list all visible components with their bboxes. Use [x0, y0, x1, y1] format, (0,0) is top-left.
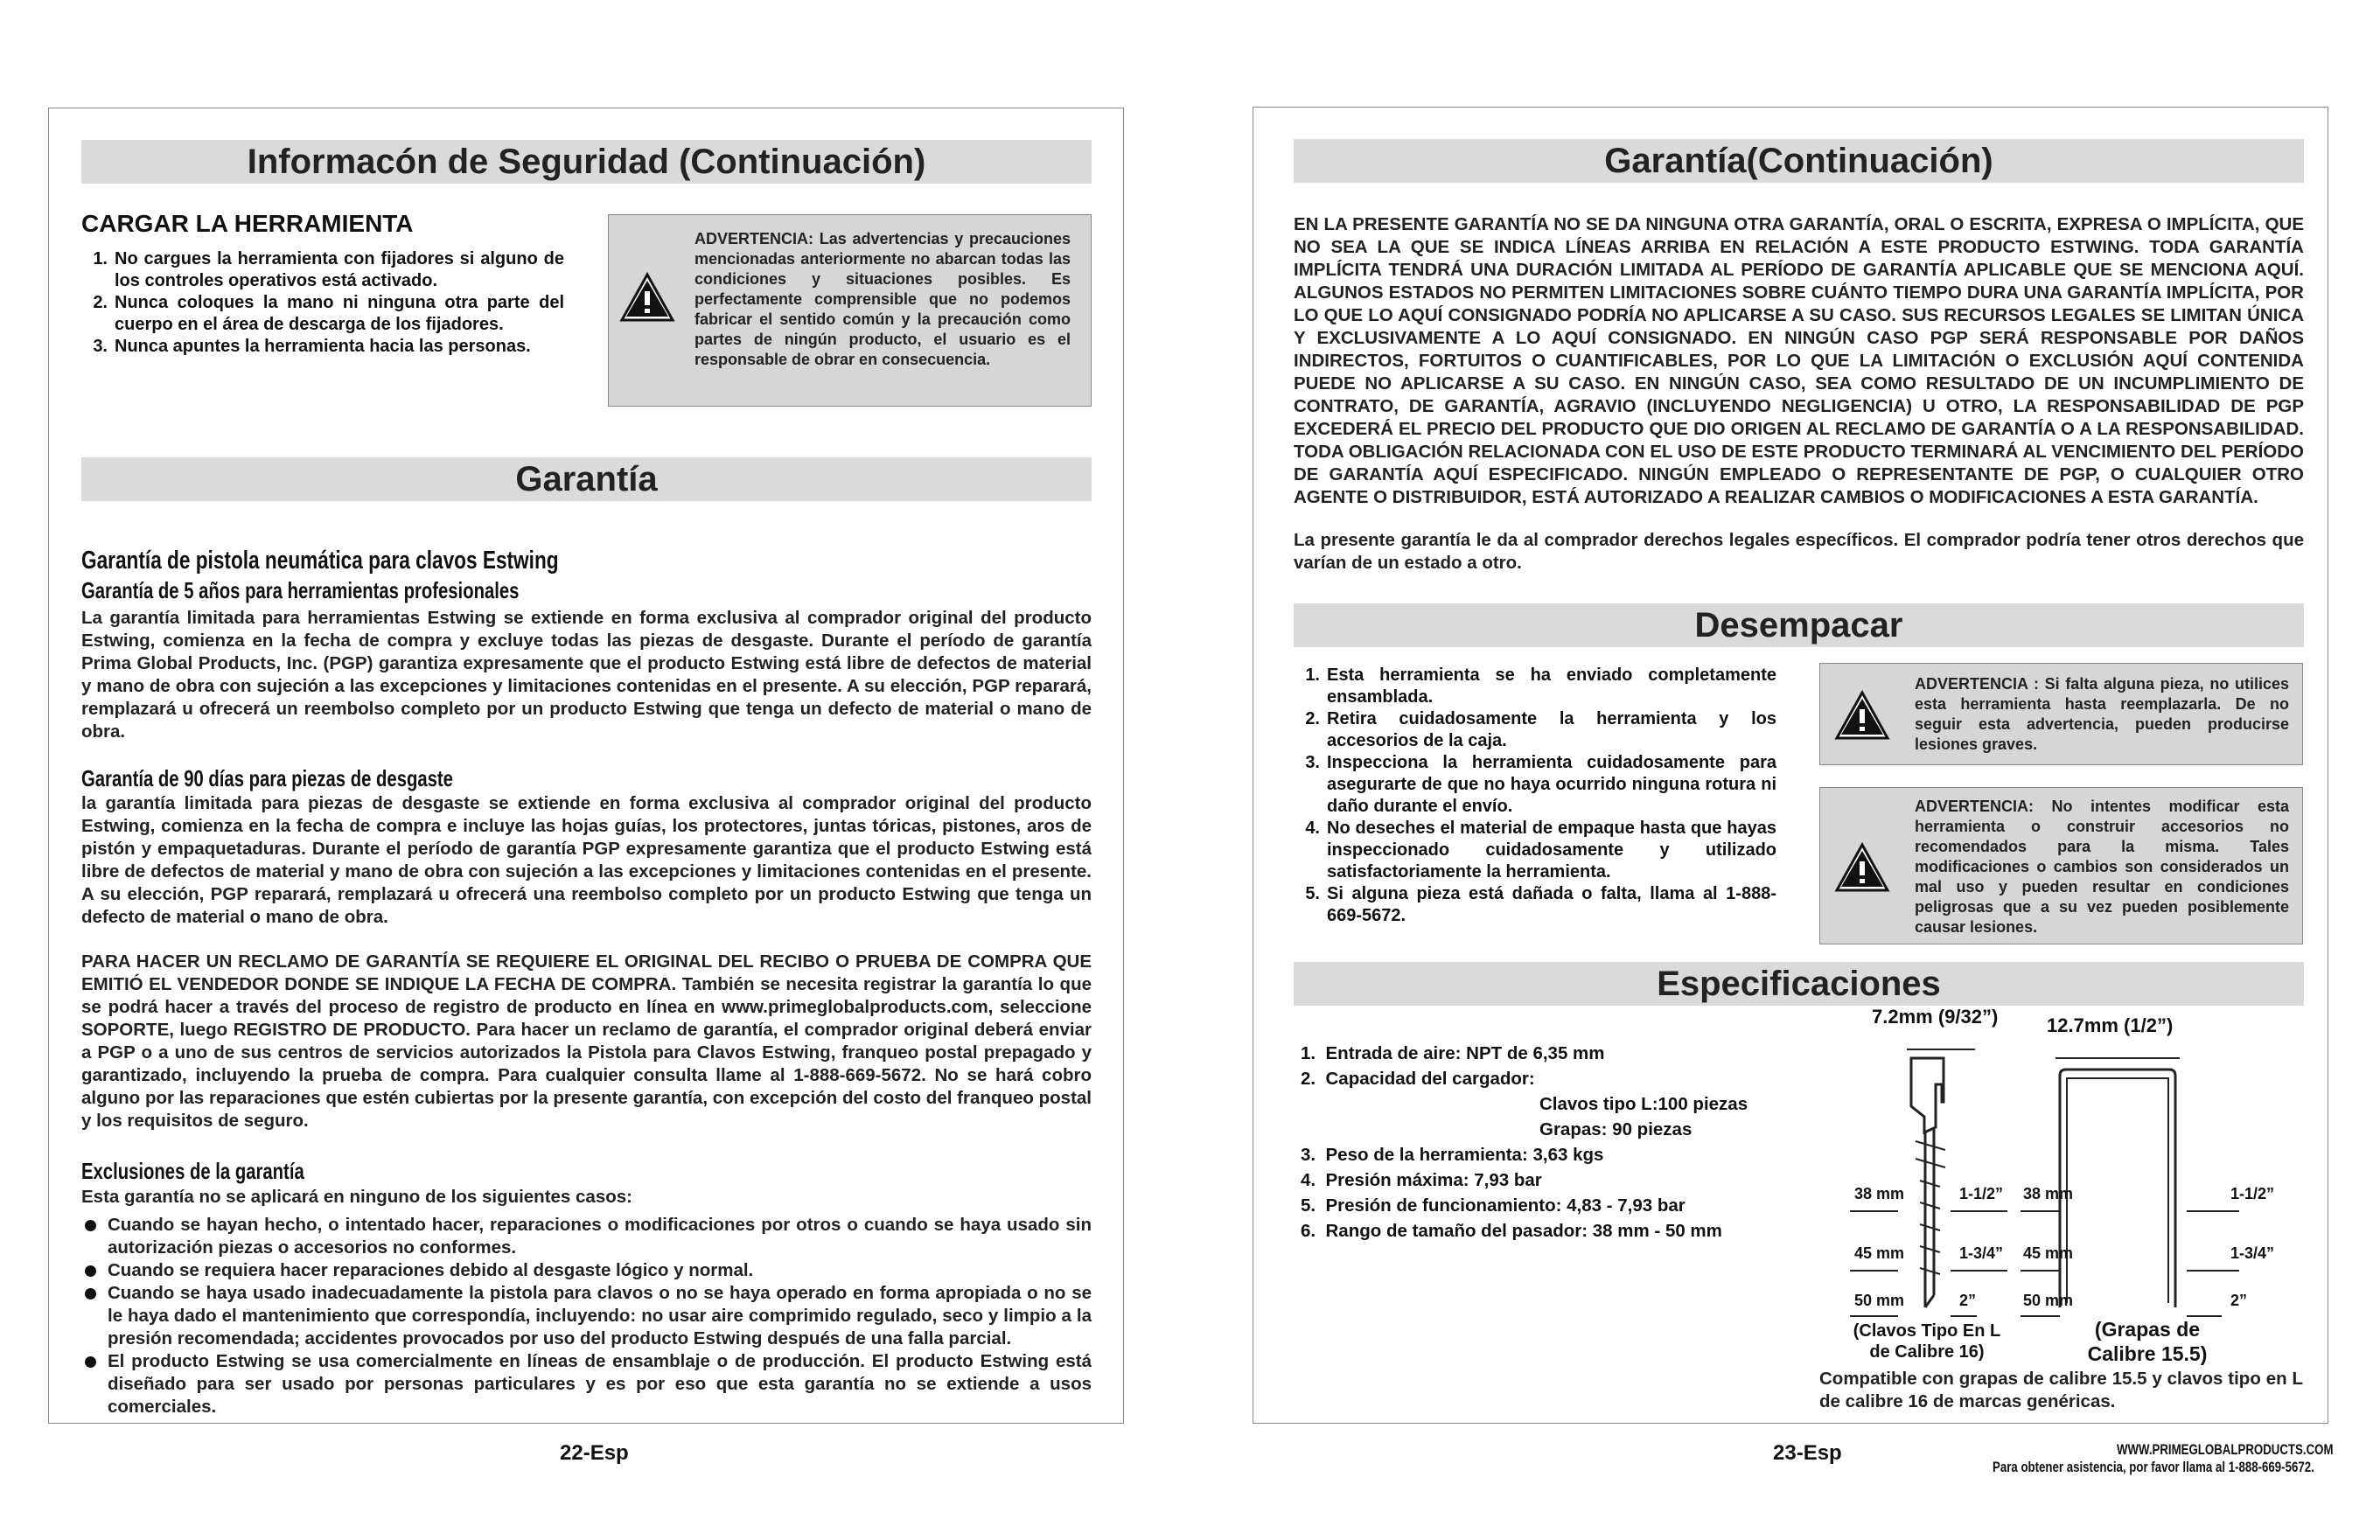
list-item: Cuando se hayan hecho, o intentado hacer, reparaciones o modificaciones por otros o cuando se haya usado sin autorización piezas o accesorios no conformes. [81, 1214, 1092, 1259]
spec-item: 2. Capacidad del cargador: [1301, 1069, 1535, 1089]
warning-text: ADVERTENCIA : Si falta alguna pieza, no utilices esta herramienta hasta reemplazarla. De no seguir esta advertencia, pueden producirse lesiones graves. [1915, 675, 2289, 753]
list-item: 1. Esta herramienta se ha enviado completamente ensamblada. [1305, 665, 1776, 707]
warning-text: ADVERTENCIA: Las advertencias y precauciones mencionadas anteriormente no abarcan todas las condiciones y situaciones posibles. Es perfectamente comprensible que no podemos fabricar el sentido común y la precaución como partes de ningún producto, el usuario es el responsable de obrar en consecuencia. [694, 230, 1071, 368]
nail-width-label: 7.2mm (9/32”) [1872, 1006, 1999, 1028]
spec-item: 1. Entrada de aire: NPT de 6,35 mm [1301, 1043, 1605, 1063]
warning-icon [619, 272, 675, 323]
compatibility-text: Compatible con grapas de calibre 15.5 y clavos tipo en L de calibre 16 de marcas genéricas. [1819, 1369, 2303, 1411]
dim-label: 45 mm [2023, 1244, 2074, 1262]
list-item: Cuando se haya usado inadecuadamente la pistola para clavos o no se haya operado en forma apropiada o no se le haya dado el mantenimiento que correspondía, incluyendo: no usar aire comprimido regulado, seco y limpio a la presión recomendada; accidentes provocados por uso del producto Estwing después de una falla parcial. [81, 1282, 1092, 1350]
list-item: 4. No deseches el material de empaque hasta que hayas inspeccionado cuidadosamente y utilizado satisfactoriamente la herramienta. [1305, 819, 1776, 881]
safety-title: Informacón de Seguridad (Continuación) [81, 140, 1092, 184]
spec-item: Grapas: 90 piezas [1539, 1119, 1693, 1139]
nail-icon [1907, 1049, 1975, 1307]
dim-label: 50 mm [2023, 1292, 2074, 1309]
nail-caption: (Clavos Tipo En L de Calibre 16) [1853, 1321, 2001, 1362]
list-item: El producto Estwing se usa comercialmente en líneas de ensamblaje o de producción. El producto Estwing está diseñado para ser usado por personas particulares y es por eso que esta garantía no se extiende a usos comerciales. [81, 1350, 1092, 1418]
page-number-right: 23-Esp [1773, 1441, 1842, 1465]
warning-box-missing-parts [1819, 663, 2303, 765]
specs-list [1301, 1041, 1825, 1244]
disclaimer-text: EN LA PRESENTE GARANTÍA NO SE DA NINGUNA OTRA GARANTÍA, ORAL O ESCRITA, EXPRESA O IMPLÍCITA, QUE NO SEA LA QUE SE INDICA LÍNEAS ARRIBA EN RELACIÓN A ESTE PRODUCTO ESTWING. TODA GARANTÍA IMPLÍCITA TENDRÁ UNA DURACIÓN LIMITADA AL PERÍODO DE GARANTÍA APLICABLE QUE SE MENCIONA AQUÍ. ALGUNOS ESTADOS NO PERMITEN LIMITACIONES SOBRE CUÁNTO TIEMPO DURA UNA GARANTÍA IMPLÍCITA, POR LO QUE LO AQUÍ CONSIGNADO PODRÍA NO APLICARSE A SU CASO. SUS RECURSOS LEGALES SE LIMITAN ÚNICA Y EXCLUSIVAMENTE A LO AQUÍ CONSIGNADO. EN NINGÚN CASO PGP SERÁ RESPONSABLE POR DAÑOS INDIRECTOS, FORTUITOS O CUANTIFICABLES, POR LO QUE LA LIMITACIÓN O EXCLUSIÓN AQUÍ CONTENIDA PUEDE NO APLICARSE A SU CASO. EN NINGÚN CASO, SEA COMO RESULTADO DE UN INCUMPLIMIENTO DE CONTRATO, DE GARANTÍA, AGRAVIO (INCLUYENDO NEGLIGENCIA) U OTRO, LA RESPONSABILIDAD DE PGP EXCEDERÁ EL PRECIO DEL PRODUCTO QUE DIO ORIGEN AL RECLAMO DE GARANTÍA O A LA RESPONSABILIDAD. TODA OBLIGACIÓN RELACIONADA CON EL USO DE ESTE PRODUCTO TERMINARÁ AL VENCIMIENTO DEL PERÍODO DE GARANTÍA AQUÍ ESPECIFICADO. NINGÚN EMPLEADO O REPRESENTANTE DE PGP, O CUALQUIER OTRO AGENTE O DISTRIBUIDOR, ESTÁ AUTORIZADO A REALIZAR CAMBIOS O MODIFICACIONES A ESTA GARANTÍA. [1294, 214, 2304, 507]
dim-label: 1-3/4” [2230, 1244, 2275, 1262]
dim-label: 38 mm [2023, 1185, 2074, 1202]
list-item: 3. Inspecciona la herramienta cuidadosamente para asegurarte de que no haya ocurrido ninguna rotura ni daño durante el envío. [1305, 753, 1776, 816]
dim-label: 1-1/2” [1959, 1185, 2004, 1202]
load-heading: CARGAR LA HERRAMIENTA [81, 210, 414, 237]
list-item: 5. Si alguna pieza está dañada o falta, llama al 1-888-669-5672. [1305, 884, 1776, 925]
exclusions-intro: Esta garantía no se aplicará en ninguno de los siguientes casos: [81, 1187, 632, 1207]
dim-label: 45 mm [1854, 1244, 1905, 1262]
exclusions-list [81, 1214, 1092, 1418]
list-item: 2. Retira cuidadosamente la herramienta y los accesorios de la caja. [1305, 709, 1776, 750]
list-item: 1. No cargues la herramienta con fijadores si alguno de los controles operativos está activado. [93, 249, 564, 290]
list-item: 2. Nunca coloques la mano ni ninguna otra parte del cuerpo en el área de descarga de los fijadores. [93, 293, 564, 334]
unpack-list [1297, 665, 1776, 927]
staple-icon [2055, 1058, 2180, 1307]
spec-item: 3. Peso de la herramienta: 3,63 kgs [1301, 1145, 1604, 1165]
warranty-cont-title: Garantía(Continuación) [1294, 139, 2304, 183]
warranty-title: Garantía [81, 457, 1092, 501]
five-year-heading: Garantía de 5 años para herramientas profesionales [81, 577, 520, 603]
warning-box-modify [1819, 787, 2303, 944]
assistance-text: Para obtener asistencia, por favor llama al 1-888-669-5672. [1993, 1459, 2314, 1475]
warning-box [608, 214, 1092, 407]
dim-label: 1-1/2” [2230, 1185, 2275, 1202]
five-year-text: La garantía limitada para herramientas Estwing se extiende en forma exclusiva al comprador original del producto Estwing, comienza en la fecha de compra y excluye todas las piezas de desgaste. Durante el período de garantía Prima Global Products, Inc. (PGP) garantiza expresamente que el producto Estwing está libre de defectos de material y mano de obra con sujeción a las excepciones y limitaciones contenidas en el presente. A su elección, PGP reparará, remplazará u ofrecerá un reembolso completo por un producto Estwing que tenga un defecto de material o mano de obra. [81, 608, 1092, 742]
spec-item: 6. Rango de tamaño del pasador: 38 mm - 50 mm [1301, 1221, 1722, 1241]
dim-label: 2” [1959, 1292, 1977, 1309]
unpack-title: Desempacar [1294, 603, 2304, 647]
warning-icon [1834, 842, 1890, 893]
dim-label: 50 mm [1854, 1292, 1905, 1309]
dim-label: 1-3/4” [1959, 1244, 2004, 1262]
load-list [85, 248, 564, 358]
warning-icon [1834, 690, 1890, 741]
ninety-day-text: la garantía limitada para piezas de desgaste se extiende en forma exclusiva al comprador original del producto Estwing, comienza en la fecha de compra e incluye las hojas guías, los protectores, juntas tóricas, pistones, aros de pistón y empaquetaduras. Durante el período de garantía PGP expresamente garantiza que el producto Estwing está libre de defectos de material y mano de obra con sujeción a las excepciones y limitaciones contenidas en el presente. A su elección, PGP reparará, remplazará u ofrecerá una reembolso completo por un producto Estwing que tenga un defecto de material o mano de obra. [81, 793, 1092, 927]
list-item: 3. Nunca apuntes la herramienta hacia las personas. [93, 337, 531, 356]
fastener-diagram [1837, 1036, 2309, 1325]
warning-text: ADVERTENCIA: No intentes modificar esta herramienta o construir accesorios no recomendados para la misma. Tales modificaciones o cambios son considerados un mal uso y pueden resultar en condiciones peligrosas que a su vez pueden posiblemente causar lesiones. [1915, 798, 2289, 936]
spec-item: Clavos tipo L:100 piezas [1539, 1094, 1748, 1114]
page-number-left: 22-Esp [560, 1441, 629, 1465]
list-item: Cuando se requiera hacer reparaciones debido al desgaste lógico y normal. [81, 1259, 1092, 1282]
nailer-warranty-heading: Garantía de pistola neumática para clavos Estwing [81, 547, 559, 575]
specs-title: Especificaciones [1294, 962, 2304, 1006]
spec-item: 4. Presión máxima: 7,93 bar [1301, 1170, 1542, 1190]
rights-text: La presente garantía le da al comprador derechos legales específicos. El comprador podría tener otros derechos que varían de un estado a otro. [1294, 530, 2304, 573]
exclusions-heading: Exclusiones de la garantía [81, 1158, 304, 1184]
staple-width-label: 12.7mm (1/2”) [2047, 1014, 2174, 1036]
ninety-day-heading: Garantía de 90 días para piezas de desgaste [81, 765, 453, 791]
website-text: WWW.PRIMEGLOBALPRODUCTS.COM [2117, 1441, 2334, 1458]
dim-label: 38 mm [1854, 1185, 1905, 1202]
dim-label: 2” [2230, 1292, 2248, 1309]
claim-text: PARA HACER UN RECLAMO DE GARANTÍA SE REQUIERE EL ORIGINAL DEL RECIBO O PRUEBA DE COMPRA QUE EMITIÓ EL VENDEDOR DONDE SE INDIQUE LA FECHA DE COMPRA. También se necesita registrar la garantía lo que se podrá hacer a través del proceso de registro de producto en línea en www.primeglobalproducts.com, seleccione SOPORTE, luego REGISTRO DE PRODUCTO. Para hacer un reclamo de garantía, el comprador original deberá enviar a PGP o a uno de sus centros de servicios autorizados la Pistola para Clavos Estwing, franqueo postal prepagado y garantizado, incluyendo la prueba de compra. Para cualquier consulta llame al 1-888-669-5672. No se hará cobro alguno por las reparaciones que estén cubiertas por la presente garantía, con excepción del costo del franqueo postal y los requisitos de seguro. [81, 951, 1092, 1131]
staple-caption: (Grapas de Calibre 15.5) [2087, 1318, 2208, 1365]
spec-item: 5. Presión de funcionamiento: 4,83 - 7,93 bar [1301, 1195, 1686, 1216]
